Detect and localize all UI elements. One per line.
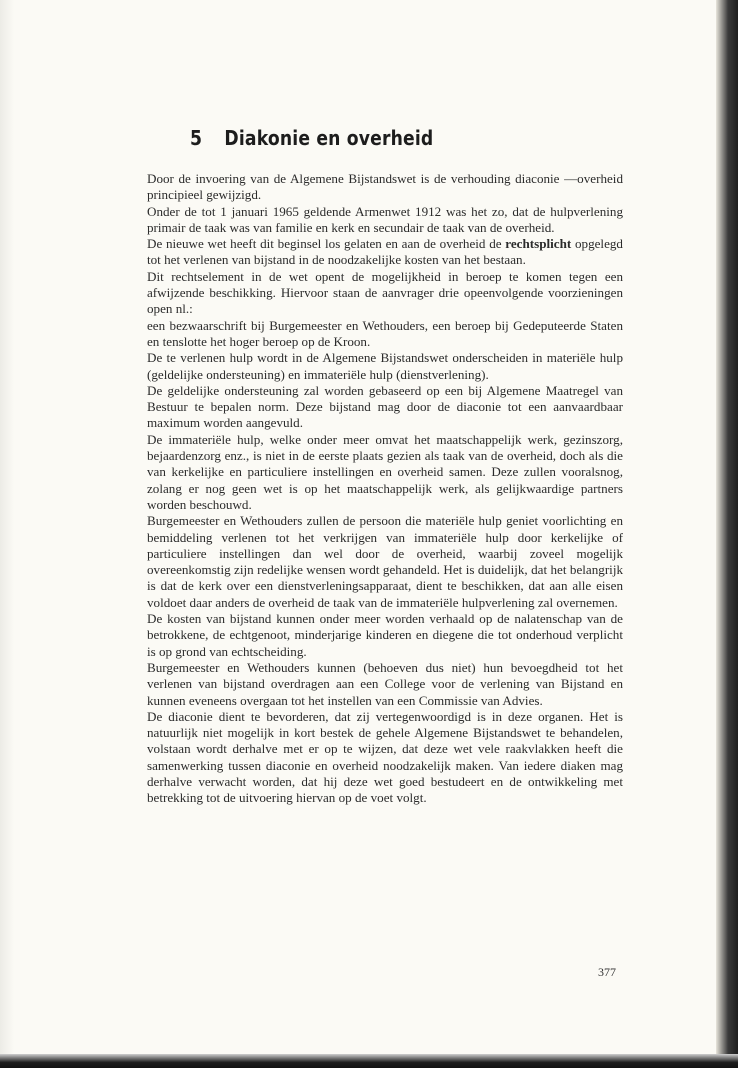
paragraph: Door de invoering van de Algemene Bijstandswet is de verhouding diaconie —overheid principieel gewijzigd.: [147, 171, 623, 203]
paragraph-rechtsplicht: De nieuwe wet heeft dit beginsel los gelaten en aan de overheid de rechtsplicht opgelegd tot het verlenen van bijstand in de noodzakelijke kosten van het bestaan.: [147, 236, 623, 268]
page-number: 377: [598, 965, 616, 979]
page-edge-bottom: [0, 1054, 738, 1068]
paragraph: De te verlenen hulp wordt in de Algemene Bijstandswet onderscheiden in materiële hulp (geldelijke ondersteuning) en immateriële hulp (dienstverlening).: [147, 350, 623, 382]
paragraph: Onder de tot 1 januari 1965 geldende Armenwet 1912 was het zo, dat de hulpverlening primair de taak was van familie en kerk en secundair de taak van de overheid.: [147, 203, 623, 235]
paragraph: De diaconie dient te bevorderen, dat zij vertegenwoordigd is in deze organen. Het is natuurlijk niet mogelijk in kort bestek de gehele Algemene Bijstandswet te behandelen, volstaan wordt derhalve met er op te wijzen, dat deze wet vele raakvlakken heeft die samenwerking tussen diaconie en overheid noodzakelijk maken. Van iedere diaken mag derhalve verwacht worden, dat hij deze wet goed bestudeert en de ontwikkeling met betrekking tot de uitvoering hiervan op de voet volgt.: [147, 708, 623, 806]
paragraph: De kosten van bijstand kunnen onder meer worden verhaald op de nalatenschap van de betrokkene, de echtgenoot, minderjarige kinderen en diegene die tot onderhoud verplicht is op grond van echtscheiding.: [147, 611, 623, 659]
chapter-title: Diakonie en overheid: [224, 126, 434, 150]
page-gutter-shadow: [0, 0, 14, 1068]
chapter-number: 5: [190, 126, 203, 150]
page-edge-right: [716, 0, 738, 1068]
paragraph: De geldelijke ondersteuning zal worden gebaseerd op een bij Algemene Maatregel van Bestuur te bepalen norm. Deze bijstand mag door de diaconie tot een aanvaardbaar maximum worden aangevuld.: [147, 382, 623, 431]
emphasis-rechtsplicht: rechtsplicht: [505, 236, 572, 252]
chapter-body: [147, 171, 623, 807]
paragraph: Dit rechtselement in de wet opent de mogelijkheid in beroep te komen tegen een afwijzende beschikking. Hiervoor staan de aanvrager drie opeenvolgende voorzieningen open nl.:: [147, 268, 623, 317]
paragraph: Burgemeester en Wethouders kunnen (behoeven dus niet) hun bevoegdheid tot het verlenen van bijstand overdragen aan een College voor de verlening van Bijstand en kunnen eveneens overgaan tot het instellen van een Commissie van Advies.: [147, 659, 623, 708]
chapter-heading: [190, 126, 433, 150]
paragraph: Burgemeester en Wethouders zullen de persoon die materiële hulp geniet voorlichting en bemiddeling verlenen tot het verkrijgen van immateriële hulp door kerkelijke of particuliere instellingen dan wel door de overheid, waarbij zoveel mogelijk overeenkomstig zijn redelijke wensen wordt gehandeld. Het is duidelijk, dat het belangrijk is dat de kerk over een dienstverleningsapparaat, dient te beschikken, dat aan alle eisen voldoet daar anders de overheid de taak van de immateriële hulpverlening zal overnemen.: [147, 513, 623, 610]
paragraph: De immateriële hulp, welke onder meer omvat het maatschappelijk werk, gezinszorg, bejaardenzorg enz., is niet in de eerste plaats gezien als taak van de overheid, doch als die van kerkelijke en particuliere instellingen en overheid samen. Deze zullen vooralsnog, zolang er nog geen wet is op het maatschappelijk werk, als gelijkwaardige partners worden beschouwd.: [147, 431, 623, 512]
paragraph: een bezwaarschrift bij Burgemeester en Wethouders, een beroep bij Gedeputeerde Staten en tenslotte het hoger beroep op de Kroon.: [147, 317, 623, 349]
